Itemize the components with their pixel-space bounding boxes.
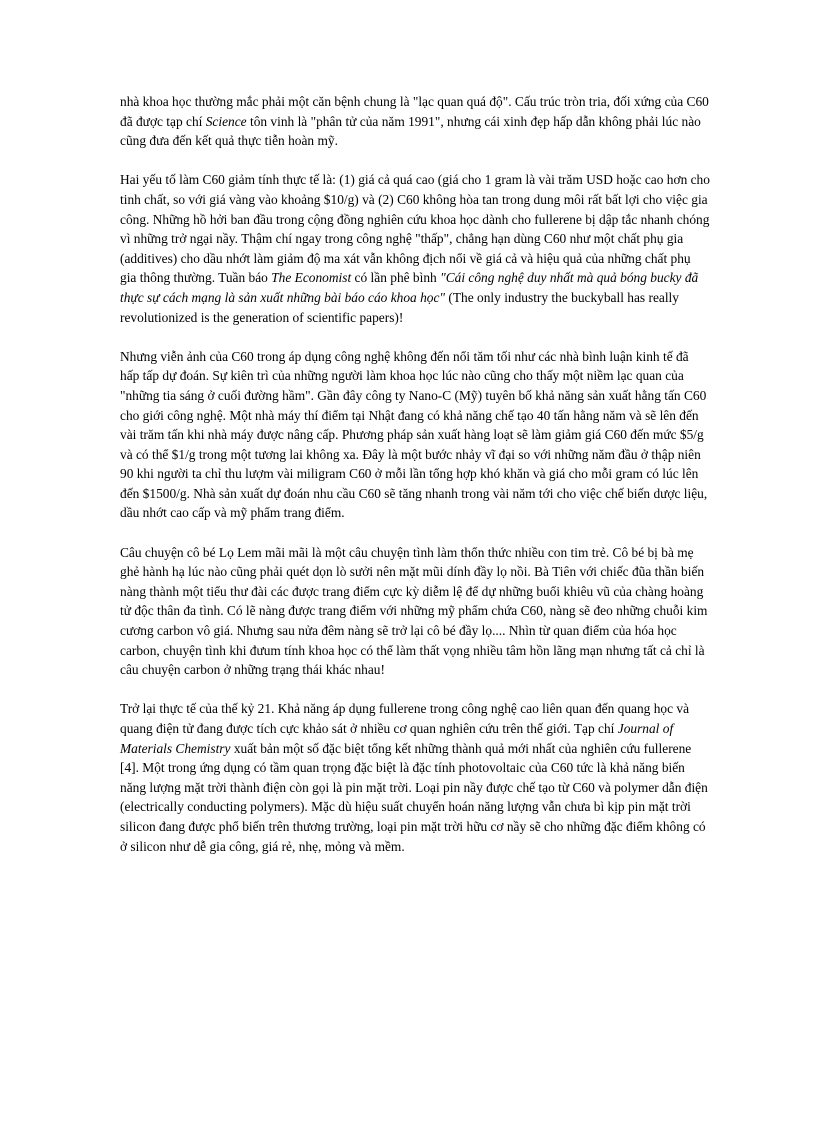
- italic-text-run: The Economist: [271, 270, 352, 286]
- text-run: Hai yếu tố làm C60 giảm tính thực tế là: (1) giá cả quá cao (giá cho 1 gram là vài trăm USD hoặc cao hơn cho tinh chất, so với giá vàng vào khoảng $10/g) và (2) C60 không hòa tan trong dung môi rất bất lợi cho việc gia công. Những hồ hởi ban đầu trong cộng đồng nghiên cứu khoa học dành cho fullerene bị dập tắc nhanh chóng vì những trở ngại nầy. Thậm chí ngay trong công nghệ "thấp", chẳng hạn dùng C60 như một chất phụ gia (additives) cho dầu nhớt làm giảm độ ma xát vẫn không địch nổi về giá cả và hiệu quả của những chất phụ gia thông thường. Tuần báo: [120, 172, 710, 286]
- italic-text-run: Journal of Materials Chemistry: [120, 721, 674, 756]
- text-run: có lần phê bình: [351, 270, 441, 286]
- text-run: (The only industry the buckyball has really revolutionized is the generation of scientific papers)!: [120, 289, 679, 325]
- document-page: [120, 92, 710, 876]
- italic-text-run: Science: [205, 113, 247, 129]
- paragraph-1: [120, 92, 710, 151]
- text-run: Nhưng viễn ảnh của C60 trong áp dụng công nghệ không đến nổi tăm tối như các nhà bình luận kinh tế đã hấp tấp dự đoán. Sự kiên trì của những người làm khoa học lúc nào cũng cho thấy một niềm lạc quan của "những tia sáng ở cuối đường hầm". Gần đây công ty Nano-C (Mỹ) tuyên bố khả năng sản xuất hằng tấn C60 cho giới công nghệ. Một nhà máy thí điểm tại Nhật đang có khả năng chế tạo 40 tấn hằng năm và sẽ lên đến vài trăm tấn khi nhà máy được nâng cấp. Phương pháp sản xuất hàng loạt sẽ làm giảm giá C60 đến mức $5/g và có thể $1/g trong một tương lai không xa. Đây là một bước nhảy vĩ đại so với những năm đầu ở thập niên 90 khi người ta chỉ thu lượm vài miligram C60 ở mỗi lần tổng hợp khó khăn và giá cho mỗi gram có lúc lên đến $1500/g. Nhà sản xuất dự đoán nhu cầu C60 sẽ tăng nhanh trong vài năm tới cho việc chế biến dược liệu, dầu nhớt cao cấp và mỹ phẩm trang điểm.: [120, 348, 708, 521]
- italic-text-run: "Cái công nghệ duy nhất mà quả bóng bucky đã thực sự cách mạng là sản xuất những bài báo cáo khoa học": [120, 270, 699, 305]
- text-run: nhà khoa học thường mắc phải một căn bệnh chung là "lạc quan quá độ". Cấu trúc tròn tria, đối xứng của C60 đã được tạp chí: [120, 94, 709, 129]
- paragraph-2: [120, 170, 710, 327]
- text-run: Câu chuyện cô bé Lọ Lem mãi mãi là một câu chuyện tình làm thổn thức nhiều con tim trẻ. Cô bé bị bà mẹ ghẻ hành hạ lúc nào cũng phải quét dọn lò sưởi nên mặt mũi dính đầy lọ nồi. Bà Tiên với chiếc đũa thần biến nàng thành một tiểu thư đài các được trang điểm cực kỳ diễm lệ để dự những buổi khiêu vũ của chàng hoàng tử độc thân đa tình. Có lẽ nàng được trang điểm với những mỹ phẩm chứa C60, nàng sẽ đeo những chuỗi kim cương carbon vô giá. Nhưng sau nửa đêm nàng sẽ trở lại cô bé đầy lọ.... Nhìn từ quan điểm của hóa học carbon, chuyện tình khi đưum tính khoa học có thể làm thất vọng nhiều tâm hồn lãng mạn nhưng tất cả chỉ là câu chuyện carbon ở những trạng thái khác nhau!: [120, 544, 708, 678]
- paragraph-3: [120, 347, 710, 523]
- text-run: xuất bản một số đặc biệt tổng kết những thành quả mới nhất của nghiên cứu fullerene [4]. Một trong ứng dụng có tầm quan trọng đặc biệt là đặc tính photovoltaic của C60 tức là khả năng biến năng lượng mặt trời thành điện còn gọi là pin mặt trời. Loại pin nầy được chế tạo từ C60 và polymer dẫn điện (electrically conducting polymers). Mặc dù hiệu suất chuyển hoán năng lượng vẫn chưa bì kịp pin mặt trời silicon đang được phổ biến trên thương trường, loại pin mặt trời hữu cơ nầy sẽ cho những đặc điểm không có ở silicon như dễ gia công, giá rẻ, nhẹ, mỏng và mềm.: [120, 740, 708, 854]
- text-run: Trở lại thực tế của thế kỷ 21. Khả năng áp dụng fullerene trong công nghệ cao liên quan đến quang học và quang điện tử đang được tích cực khảo sát ở nhiều cơ quan nghiên cứu trên thế giới. Tạp chí: [120, 701, 690, 736]
- paragraph-5: [120, 699, 710, 856]
- paragraph-4: [120, 543, 710, 680]
- text-run: tôn vinh là "phân tử của năm 1991", nhưng cái xinh đẹp hấp dẫn không phải lúc nào cũng đưa đến kết quả thực tiễn hoàn mỹ.: [120, 113, 701, 149]
